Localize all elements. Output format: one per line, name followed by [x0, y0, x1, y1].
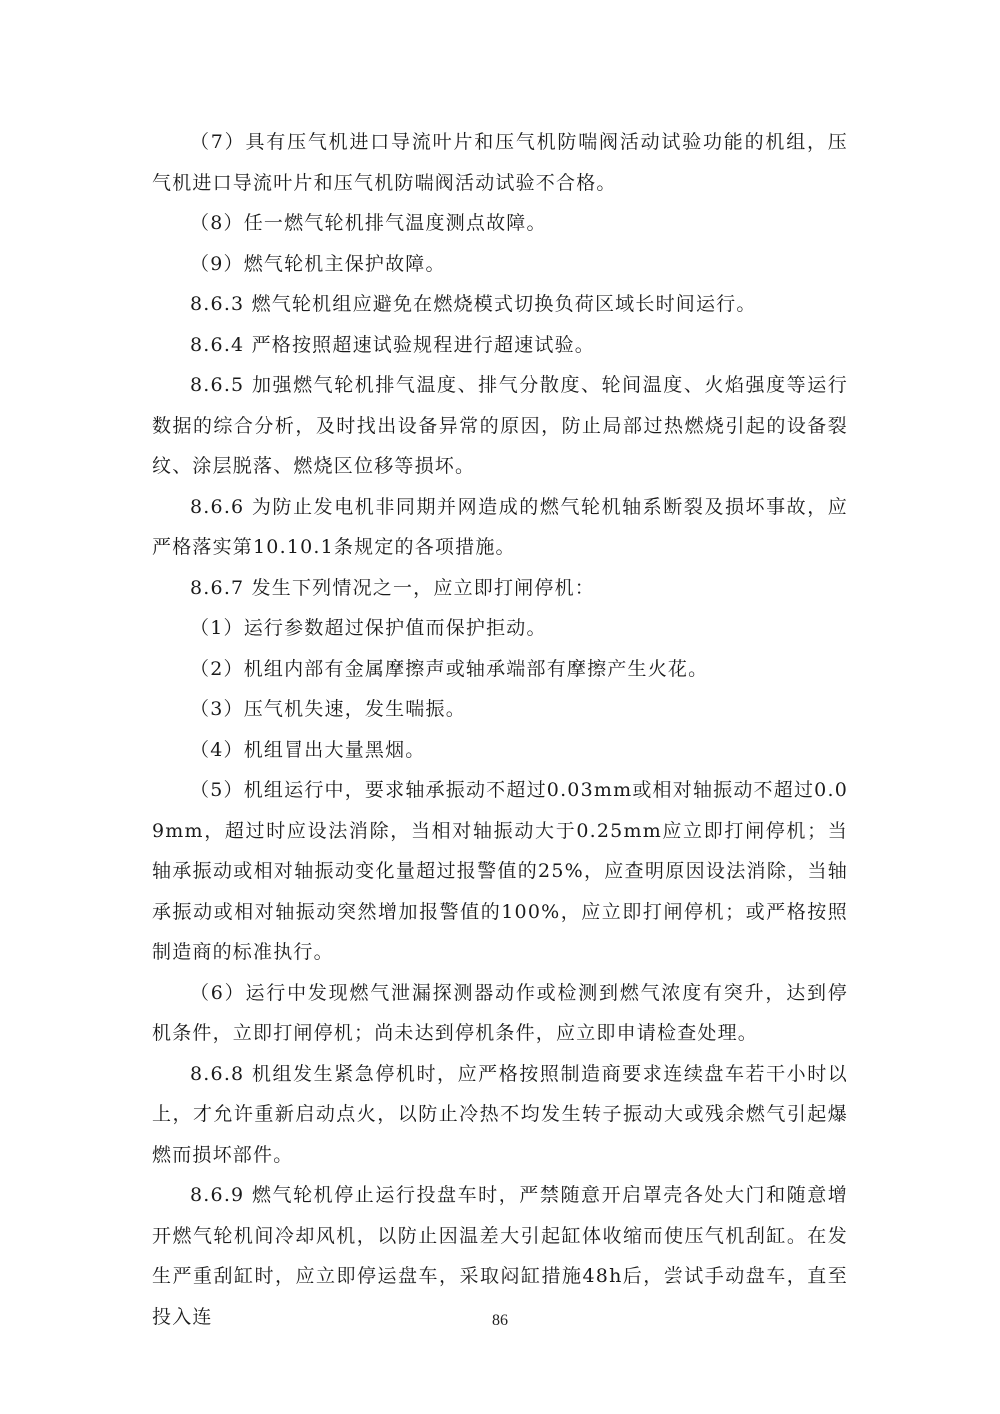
paragraph-item-9: （9）燃气轮机主保护故障。	[190, 252, 446, 275]
paragraph-item-6: （6）运行中发现燃气泄漏探测器动作或检测到燃气浓度有突升，达到停机条件，立即打闸停机；尚未达到停机条件，应立即申请检查处理。	[152, 981, 848, 1044]
document-body	[152, 122, 848, 1337]
paragraph-clause-8-6-4: 8.6.4 严格按照超速试验规程进行超速试验。	[190, 333, 595, 356]
paragraph-clause-8-6-6: 8.6.6 为防止发电机非同期并网造成的燃气轮机轴系断裂及损坏事故，应严格落实第10.10.1条规定的各项措施。	[152, 495, 848, 558]
paragraph-item-1: （1）运行参数超过保护值而保护拒动。	[190, 617, 547, 639]
paragraph-item-2: （2）机组内部有金属摩擦声或轴承端部有摩擦产生火花。	[190, 657, 709, 680]
paragraph-item-8: （8）任一燃气轮机排气温度测点故障。	[190, 212, 547, 234]
paragraph-clause-8-6-5: 8.6.5 加强燃气轮机排气温度、排气分散度、轮间温度、火焰强度等运行数据的综合分析，及时找出设备异常的原因，防止局部过热燃烧引起的设备裂纹、涂层脱落、燃烧区位移等损坏。	[152, 374, 848, 477]
paragraph-item-5: （5）机组运行中，要求轴承振动不超过0.03mm或相对轴振动不超过0.09mm，超过时应设法消除，当相对轴振动大于0.25mm应立即打闸停机；当轴承振动或相对轴振动变化量超过报警值的25%，应查明原因设法消除，当轴承振动或相对轴振动突然增加报警值的100%，应立即打闸停机；或严格按照制造商的标准执行。	[152, 779, 848, 963]
page-number: 86	[492, 1312, 508, 1329]
paragraph-item-3: （3）压气机失速，发生喘振。	[190, 698, 466, 720]
paragraph-clause-8-6-3: 8.6.3 燃气轮机组应避免在燃烧模式切换负荷区域长时间运行。	[190, 293, 757, 315]
paragraph-item-7: （7）具有压气机进口导流叶片和压气机防喘阀活动试验功能的机组，压气机进口导流叶片和压气机防喘阀活动试验不合格。	[152, 131, 848, 194]
paragraph-clause-8-6-7: 8.6.7 发生下列情况之一，应立即打闸停机：	[190, 576, 595, 599]
paragraph-clause-8-6-8: 8.6.8 机组发生紧急停机时，应严格按照制造商要求连续盘车若干小时以上，才允许重新启动点火，以防止冷热不均发生转子振动大或残余燃气引起爆燃而损坏部件。	[152, 1062, 848, 1166]
paragraph-clause-8-6-9: 8.6.9 燃气轮机停止运行投盘车时，严禁随意开启罩壳各处大门和随意增开燃气轮机间冷却风机，以防止因温差大引起缸体收缩而使压气机刮缸。在发生严重刮缸时，应立即停运盘车，采取闷缸措施48h后，尝试手动盘车，直至投入连	[152, 1184, 848, 1328]
paragraph-item-4: （4）机组冒出大量黑烟。	[190, 738, 426, 761]
